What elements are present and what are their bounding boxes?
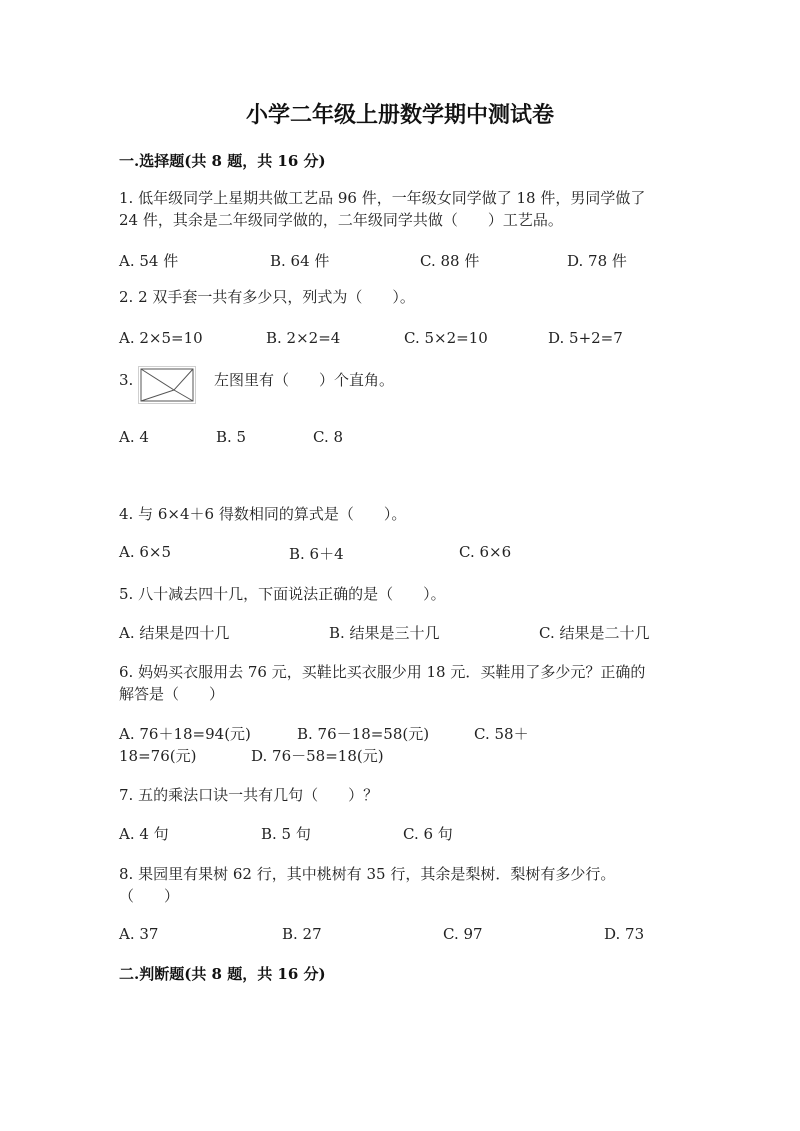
question-3-option-b[interactable]: B. 5 [216,428,247,446]
question-8-option-a[interactable]: A. 37 [119,925,159,943]
question-1-option-d[interactable]: D. 78 件 [567,252,627,270]
question-1-line-1: 1. 低年级同学上星期共做工艺品 96 件，一年级女同学做了 18 件，男同学做了 [119,189,646,207]
question-4-line-1: 4. 与 6×4＋6 得数相同的算式是（ ）。 [119,505,407,523]
question-7-option-c[interactable]: C. 6 句 [403,825,453,843]
question-5-option-c[interactable]: C. 结果是二十几 [539,624,650,642]
question-8-option-b[interactable]: B. 27 [282,925,322,943]
question-1-option-a[interactable]: A. 54 件 [119,252,179,270]
question-6-line-2: 解答是（ ） [119,685,225,703]
question-4-option-a[interactable]: A. 6×5 [119,543,172,561]
question-3-line-1: 左图里有（ ）个直角。 [214,371,395,389]
question-4-option-b[interactable]: B. 6＋4 [289,545,344,563]
question-1-option-c[interactable]: C. 88 件 [420,252,480,270]
question-5-line-1: 5. 八十减去四十几，下面说法正确的是（ ）。 [119,585,446,603]
question-5-option-a[interactable]: A. 结果是四十几 [119,624,230,642]
question-6-option-c[interactable]: C. 58＋ [474,725,529,743]
question-2-option-c[interactable]: C. 5×2=10 [404,329,488,347]
question-6-line-1: 6. 妈妈买衣服用去 76 元，买鞋比买衣服少用 18 元．买鞋用了多少元？正确的 [119,663,646,681]
question-7-option-a[interactable]: A. 4 句 [119,825,169,843]
question-3-number: 3. [119,371,134,389]
question-2-option-b[interactable]: B. 2×2=4 [266,329,341,347]
question-8-line-1: 8. 果园里有果树 62 行，其中桃树有 35 行，其余是梨树．梨树有多少行。 [119,865,616,883]
page-title: 小学二年级上册数学期中测试卷 [245,102,554,128]
question-2-option-a[interactable]: A. 2×5=10 [119,329,203,347]
question-8-option-d[interactable]: D. 73 [604,925,645,943]
question-2-line-1: 2. 2 双手套一共有多少只，列式为（ ）。 [119,288,415,306]
question-2-option-d[interactable]: D. 5+2=7 [548,329,623,347]
section-heading-choice: 一.选择题(共 8 题，共 16 分) [119,152,326,170]
section-heading-judgement: 二.判断题(共 8 题，共 16 分) [119,965,326,983]
envelope-rectangle-figure [138,366,196,404]
question-7-line-1: 7. 五的乘法口诀一共有几句（ ）？ [119,786,379,804]
question-3-option-c[interactable]: C. 8 [313,428,344,446]
question-6-option-b[interactable]: B. 76－18=58(元) [297,725,430,743]
question-6-option-c-continued: 18=76(元) [119,747,197,765]
question-6-option-d[interactable]: D. 76－58=18(元) [251,747,384,765]
question-7-option-b[interactable]: B. 5 句 [261,825,311,843]
question-6-option-a[interactable]: A. 76＋18=94(元) [119,725,251,743]
question-1-option-b[interactable]: B. 64 件 [270,252,330,270]
question-8-option-c[interactable]: C. 97 [443,925,483,943]
question-1-line-2: 24 件，其余是二年级同学做的，二年级同学共做（ ）工艺品。 [119,211,563,229]
question-8-line-2: （ ） [119,887,180,905]
question-3-option-a[interactable]: A. 4 [119,428,149,446]
question-5-option-b[interactable]: B. 结果是三十几 [329,624,440,642]
question-4-option-c[interactable]: C. 6×6 [459,543,512,561]
